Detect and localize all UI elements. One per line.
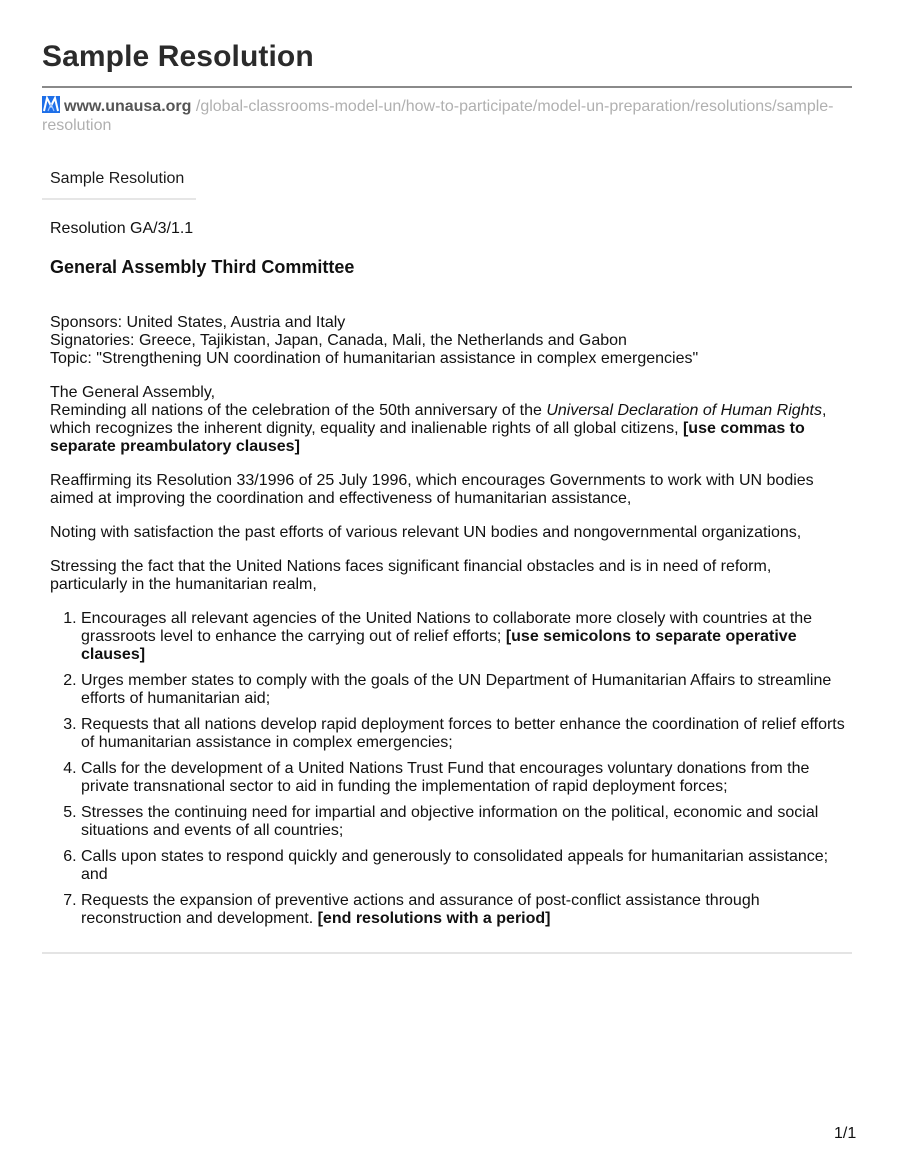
clause-text: Encourages all relevant agencies of the United Nations to collaborate more closely with countries at the grassroots level to enhance the carrying out of relief efforts; <box>81 610 813 645</box>
topic: Topic: "Strengthening UN coordination of humanitarian assistance in complex emergencies" <box>50 350 699 367</box>
page-title: Sample Resolution <box>42 40 314 73</box>
preamble-noting: Noting with satisfaction the past efforts of various relevant UN bodies and nongovernmental organizations, <box>50 524 802 541</box>
operative-clause <box>81 610 850 664</box>
clause-note: [end resolutions with a period] <box>317 910 551 927</box>
operative-clause <box>81 892 850 928</box>
operative-clause <box>81 716 850 752</box>
preamble-reminding <box>50 402 850 456</box>
preamble-opening: The General Assembly, <box>50 384 216 401</box>
page-number: 1/1 <box>834 1125 857 1142</box>
title-divider <box>42 86 852 88</box>
clause-note: [use semicolons to separate operative clauses] <box>81 628 797 663</box>
clause-text: Calls upon states to respond quickly and generously to consolidated appeals for humanitarian assistance; and <box>81 848 829 883</box>
source-path[interactable]: /global-classrooms-model-un/how-to-participate/model-un-preparation/resolutions/sample-resolution <box>42 98 834 134</box>
reminding-text: Reminding all nations of the celebration of the 50th anniversary of the <box>50 402 547 419</box>
operative-clause <box>81 804 850 840</box>
preamble-stressing: Stressing the fact that the United Nations faces significant financial obstacles and is in need of reform, particularly in the humanitarian realm, <box>50 558 772 593</box>
sponsors: Sponsors: United States, Austria and Italy <box>50 314 346 331</box>
resolution-document <box>50 220 850 936</box>
reminding-text-cont: , which recognizes the inherent dignity, equality and inalienable rights of all global citizens, <box>50 402 827 437</box>
clause-text: Urges member states to comply with the goals of the UN Department of Humanitarian Affairs to streamline efforts of humanitarian aid; <box>81 672 832 707</box>
preamble-reaffirming: Reaffirming its Resolution 33/1996 of 25 July 1996, which encourages Governments to work with UN bodies aimed at improving the coordination and effectiveness of humanitarian assistance, <box>50 472 814 507</box>
operative-clause <box>81 760 850 796</box>
resolution-id: Resolution GA/3/1.1 <box>50 220 194 237</box>
signatories: Signatories: Greece, Tajikistan, Japan, Canada, Mali, the Netherlands and Gabon <box>50 332 627 349</box>
clause-text: Stresses the continuing need for impartial and objective information on the political, economic and social situations and events of all countries; <box>81 804 819 839</box>
clause-text: Calls for the development of a United Nations Trust Fund that encourages voluntary donations from the private transnational sector to aid in funding the implementation of rapid deployment forces; <box>81 760 810 795</box>
operative-clause <box>81 672 850 708</box>
operative-clauses <box>50 610 850 928</box>
source-url[interactable] <box>42 96 842 135</box>
breadcrumb <box>42 168 196 200</box>
clause-text: Requests that all nations develop rapid deployment forces to better enhance the coordination of relief efforts of humanitarian assistance in complex emergencies; <box>81 716 845 751</box>
committee-heading: General Assembly Third Committee <box>50 257 355 277</box>
udhr-title: Universal Declaration of Human Rights <box>546 402 822 419</box>
source-domain[interactable]: www.unausa.org <box>64 98 192 115</box>
unausa-logo-icon <box>42 96 60 113</box>
breadcrumb-label: Sample Resolution <box>50 170 185 187</box>
bottom-divider <box>42 952 852 954</box>
preamble-opening-block <box>50 384 850 456</box>
preamble-note: [use commas to separate preambulatory clauses] <box>50 420 805 455</box>
resolution-meta <box>50 314 850 368</box>
operative-clause <box>81 848 850 884</box>
clause-text: Requests the expansion of preventive actions and assurance of post-conflict assistance through reconstruction and development. <box>81 892 760 927</box>
